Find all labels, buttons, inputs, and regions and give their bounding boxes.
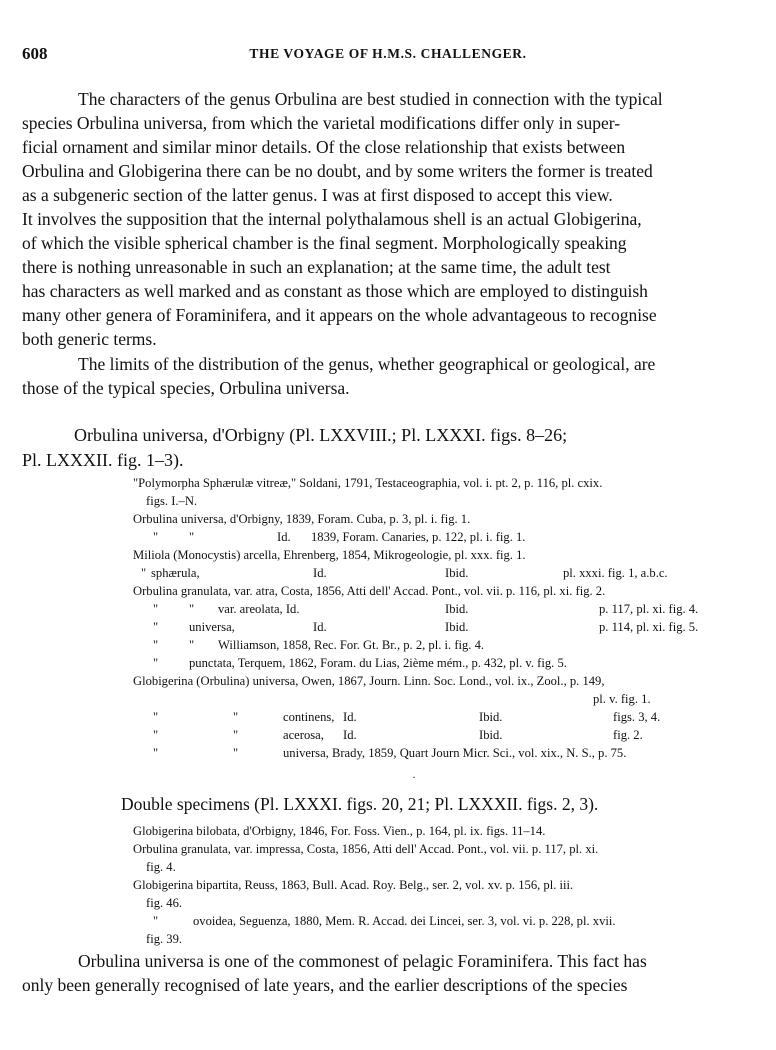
- synonym-entry: [133, 708, 733, 726]
- synonym-cell: sphærula,: [151, 566, 200, 580]
- synonym-cell: ": [141, 566, 147, 580]
- text-line: has characters as well marked and as constant as those which are employed to distinguish: [22, 281, 648, 301]
- running-title: THE VOYAGE OF H.M.S. CHALLENGER.: [249, 46, 527, 61]
- synonym-cell: ": [153, 728, 159, 742]
- text-line: The characters of the genus Orbulina are best studied in connection with the typical: [78, 89, 663, 109]
- synonym-cell: ovoidea, Seguenza, 1880, Mem. R. Accad. dei Lincei, ser. 3, vol. vi. p. 228, pl. xvii.: [193, 914, 616, 928]
- synonym-cell: fig. 4.: [146, 860, 176, 874]
- synonym-cell: ": [189, 602, 195, 616]
- text-line: species Orbulina universa, from which the varietal modifications differ only in super-: [22, 113, 621, 133]
- synonym-entry: [133, 672, 733, 690]
- synonym-entry: [133, 894, 733, 912]
- synonym-cell: Id.: [343, 710, 357, 724]
- synonym-cell: Ibid.: [445, 620, 469, 634]
- synonym-cell: ": [153, 746, 159, 760]
- synonym-cell: Ibid.: [479, 710, 503, 724]
- text-line: Orbulina universa is one of the commonest of pelagic Foraminifera. This fact has: [78, 951, 647, 971]
- synonym-cell: universa, Brady, 1859, Quart Journ Micr. Sci., vol. xix., N. S., p. 75.: [283, 746, 627, 760]
- synonym-cell: Id.: [313, 566, 327, 580]
- intro-paragraph-1: [22, 87, 726, 351]
- species-heading: [22, 423, 730, 473]
- synonym-entry: [133, 822, 733, 840]
- double-specimens-heading: Double specimens (Pl. LXXXI. figs. 20, 21; Pl. LXXXII. figs. 2, 3).: [121, 794, 599, 814]
- synonym-cell: Ibid.: [445, 566, 469, 580]
- synonym-cell: "Polymorpha Sphærulæ vitreæ," Soldani, 1791, Testaceographia, vol. i. pt. 2, p. 116, pl. cxix.: [133, 476, 603, 490]
- synonym-cell: Orbulina granulata, var. atra, Costa, 1856, Atti dell' Accad. Pont., vol. vii. p. 116, pl. xi. fig. 2.: [133, 584, 606, 598]
- synonym-cell: punctata, Terquem, 1862, Foram. du Lias, 2ième mém., p. 432, pl. v. fig. 5.: [189, 656, 567, 670]
- synonym-entry: [133, 858, 733, 876]
- synonym-entry: [133, 744, 733, 762]
- text-line: many other genera of Foraminifera, and it appears on the whole advantageous to recognise: [22, 305, 657, 325]
- synonym-cell: p. 114, pl. xi. fig. 5.: [599, 620, 699, 634]
- synonym-entry: [133, 582, 733, 600]
- synonym-cell: pl. xxxi. fig. 1, a.b.c.: [563, 566, 668, 580]
- synonym-cell: ": [153, 620, 159, 634]
- synonym-cell: ": [153, 656, 159, 670]
- synonym-cell: Globigerina (Orbulina) universa, Owen, 1867, Journ. Linn. Soc. Lond., vol. ix., Zool., p. 149,: [133, 674, 605, 688]
- text-line: both generic terms.: [22, 329, 157, 349]
- synonym-cell: Id.: [313, 620, 327, 634]
- text-line: The limits of the distribution of the genus, whether geographical or geological, are: [78, 354, 656, 374]
- synonym-entry: [133, 654, 733, 672]
- text-line: only been generally recognised of late years, and the earlier descriptions of the species: [22, 975, 628, 995]
- species-heading-line: Orbulina universa, d'Orbigny (Pl. LXXVIII.; Pl. LXXXI. figs. 8–26;: [74, 425, 568, 445]
- synonym-cell: ": [153, 530, 159, 544]
- species-heading-line: Pl. LXXXII. fig. 1–3).: [22, 450, 184, 470]
- synonym-cell: acerosa,: [283, 728, 324, 742]
- synonym-cell: Globigerina bipartita, Reuss, 1863, Bull. Acad. Roy. Belg., ser. 2, vol. xv. p. 156, pl. iii.: [133, 878, 574, 892]
- synonym-cell: Orbulina granulata, var. impressa, Costa, 1856, Atti dell' Accad. Pont., vol. vii. p. 117, pl. xi.: [133, 842, 599, 856]
- synonym-cell: pl. v. fig. 1.: [593, 692, 651, 706]
- synonym-cell: 1839, Foram. Canaries, p. 122, pl. i. fig. 1.: [311, 530, 526, 544]
- synonymy-list: [133, 474, 733, 762]
- synonym-cell: ": [153, 710, 159, 724]
- synonym-cell: var. areolata, Id.: [218, 602, 300, 616]
- synonym-entry: [133, 636, 733, 654]
- synonym-cell: Ibid.: [479, 728, 503, 742]
- synonym-cell: fig. 2.: [613, 728, 643, 742]
- synonym-cell: figs. I.–N.: [146, 494, 198, 508]
- synonym-cell: Miliola (Monocystis) arcella, Ehrenberg, 1854, Mikrogeologie, pl. xxx. fig. 1.: [133, 548, 526, 562]
- synonym-cell: ": [153, 914, 159, 928]
- synonym-cell: ": [233, 746, 239, 760]
- synonym-cell: universa,: [189, 620, 235, 634]
- synonym-cell: ": [189, 530, 195, 544]
- intro-paragraph-2: [22, 352, 726, 400]
- synonym-cell: figs. 3, 4.: [613, 710, 661, 724]
- synonym-cell: fig. 46.: [146, 896, 183, 910]
- synonym-entry: [133, 474, 733, 492]
- text-line: It involves the supposition that the internal polythalamous shell is an actual Globigerina,: [22, 209, 642, 229]
- stray-mark: ·: [412, 770, 416, 784]
- synonym-entry: [133, 510, 733, 528]
- synonym-entry: [133, 690, 733, 708]
- synonym-entry: [133, 726, 733, 744]
- synonym-cell: Globigerina bilobata, d'Orbigny, 1846, For. Foss. Vien., p. 164, pl. ix. figs. 11–14.: [133, 824, 546, 838]
- text-line: of which the visible spherical chamber is the final segment. Morphologically speaking: [22, 233, 627, 253]
- synonym-entry: [133, 564, 733, 582]
- synonym-cell: Williamson, 1858, Rec. For. Gt. Br., p. 2, pl. i. fig. 4.: [218, 638, 485, 652]
- double-synonymy-list: [133, 822, 733, 948]
- text-line: as a subgeneric section of the latter genus. I was at first disposed to accept this view.: [22, 185, 613, 205]
- text-line: ficial ornament and similar minor details. Of the close relationship that exists between: [22, 137, 626, 157]
- synonym-cell: Ibid.: [445, 602, 469, 616]
- page-header: [22, 44, 754, 64]
- synonym-entry: [133, 528, 733, 546]
- synonym-entry: [133, 840, 733, 858]
- synonym-cell: p. 117, pl. xi. fig. 4.: [599, 602, 699, 616]
- text-line: there is nothing unreasonable in such an explanation; at the same time, the adult test: [22, 257, 611, 277]
- synonym-cell: ": [233, 710, 239, 724]
- synonym-entry: [133, 600, 733, 618]
- synonym-cell: Orbulina universa, d'Orbigny, 1839, Foram. Cuba, p. 3, pl. i. fig. 1.: [133, 512, 471, 526]
- page-number: 608: [22, 44, 48, 63]
- synonym-entry: [133, 930, 733, 948]
- synonym-entry: [133, 912, 733, 930]
- synonym-cell: fig. 39.: [146, 932, 183, 946]
- closing-paragraph: [22, 949, 726, 997]
- synonym-cell: Id.: [343, 728, 357, 742]
- synonym-cell: Id.: [277, 530, 291, 544]
- text-line: Orbulina and Globigerina there can be no doubt, and by some writers the former is treated: [22, 161, 653, 181]
- synonym-cell: continens,: [283, 710, 335, 724]
- synonym-cell: ": [153, 602, 159, 616]
- synonym-cell: ": [233, 728, 239, 742]
- text-line: those of the typical species, Orbulina universa.: [22, 378, 350, 398]
- synonym-entry: [133, 618, 733, 636]
- synonym-entry: [133, 546, 733, 564]
- synonym-cell: ": [153, 638, 159, 652]
- synonym-entry: [133, 876, 733, 894]
- synonym-entry: [133, 492, 733, 510]
- synonym-cell: ": [189, 638, 195, 652]
